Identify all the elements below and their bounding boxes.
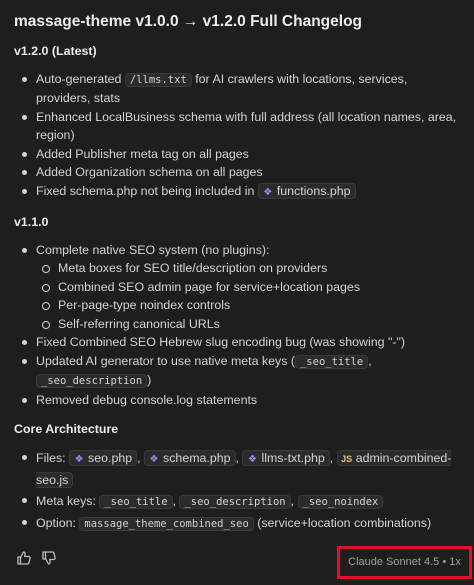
list-item: Complete native SEO system (no plugins): Meta boxes for SEO title/description on providers Combined SEO admin page for service+location pages Per-page-type noindex controls Self-referring canonical URLs	[14, 241, 464, 334]
model-label: Claude Sonnet 4.5 • 1x	[348, 556, 461, 569]
list-item: Removed debug console.log statements	[14, 391, 464, 410]
inline-code: _seo_title	[295, 355, 368, 369]
php-file-icon: ❖	[149, 453, 159, 465]
inline-code: massage_theme_combined_seo	[79, 517, 253, 531]
list-item: Option: massage_theme_combined_seo (service+location combinations)	[14, 513, 464, 535]
list-item: Fixed Combined SEO Hebrew slug encoding bug (was showing "-")	[14, 333, 464, 352]
list-item: Fixed schema.php not being included in ❖ functions.php	[14, 182, 464, 203]
core-list	[14, 448, 464, 535]
php-file-icon: ❖	[247, 453, 257, 465]
file-reference-schema-php[interactable]: ❖ schema.php	[144, 450, 236, 466]
php-file-icon: ❖	[263, 186, 273, 198]
core-architecture-heading: Core Architecture	[14, 422, 119, 436]
seo-sub-list	[36, 259, 464, 333]
file-reference-admin-combined-seo-js[interactable]: JS admin-combined-seo.js	[36, 450, 452, 487]
changelog-title: massage-theme v1.0.0 → v1.2.0 Full Changelog	[14, 13, 363, 30]
list-item: Added Publisher meta tag on all pages	[14, 145, 464, 164]
file-reference-llms-txt-php[interactable]: ❖ llms-txt.php	[242, 450, 329, 466]
list-item: Auto-generated /llms.txt for AI crawlers with locations, services, providers, stats	[14, 70, 464, 108]
sub-list-item: Self-referring canonical URLs	[36, 315, 464, 334]
v120-heading: v1.2.0 (Latest)	[14, 44, 97, 58]
inline-code: _seo_title	[99, 495, 172, 509]
file-reference-seo-php[interactable]: ❖ seo.php	[69, 450, 137, 466]
inline-code: _seo_description	[36, 374, 147, 388]
list-item: Files: ❖ seo.php , ❖ schema.php , ❖ llms-txt.php , JS admin-combined-seo.js	[14, 448, 464, 491]
sub-list-item: Per-page-type noindex controls	[36, 296, 464, 315]
v120-list	[14, 70, 464, 203]
js-file-icon: JS	[341, 453, 353, 464]
changelog-message	[14, 12, 464, 546]
list-item: Enhanced LocalBusiness schema with full address (all location names, area, region)	[14, 108, 464, 145]
list-item: Added Organization schema on all pages	[14, 163, 464, 182]
v110-heading: v1.1.0	[14, 215, 49, 229]
model-indicator[interactable]	[337, 546, 472, 579]
list-item: Meta keys: _seo_title , _seo_description , _seo_noindex	[14, 491, 464, 513]
thumbs-up-icon[interactable]	[16, 550, 32, 566]
inline-code: _seo_noindex	[298, 495, 384, 509]
sub-list-item: Meta boxes for SEO title/description on providers	[36, 259, 464, 278]
sub-list-item: Combined SEO admin page for service+location pages	[36, 278, 464, 297]
php-file-icon: ❖	[74, 453, 84, 465]
inline-code: _seo_description	[179, 495, 290, 509]
file-reference-functions-php[interactable]: ❖ functions.php	[258, 183, 356, 199]
inline-code: /llms.txt	[125, 73, 192, 87]
list-item: Updated AI generator to use native meta keys ( _seo_title , _seo_description )	[14, 352, 464, 391]
message-footer	[0, 544, 474, 585]
thumbs-down-icon[interactable]	[41, 550, 57, 566]
v110-list	[14, 241, 464, 410]
